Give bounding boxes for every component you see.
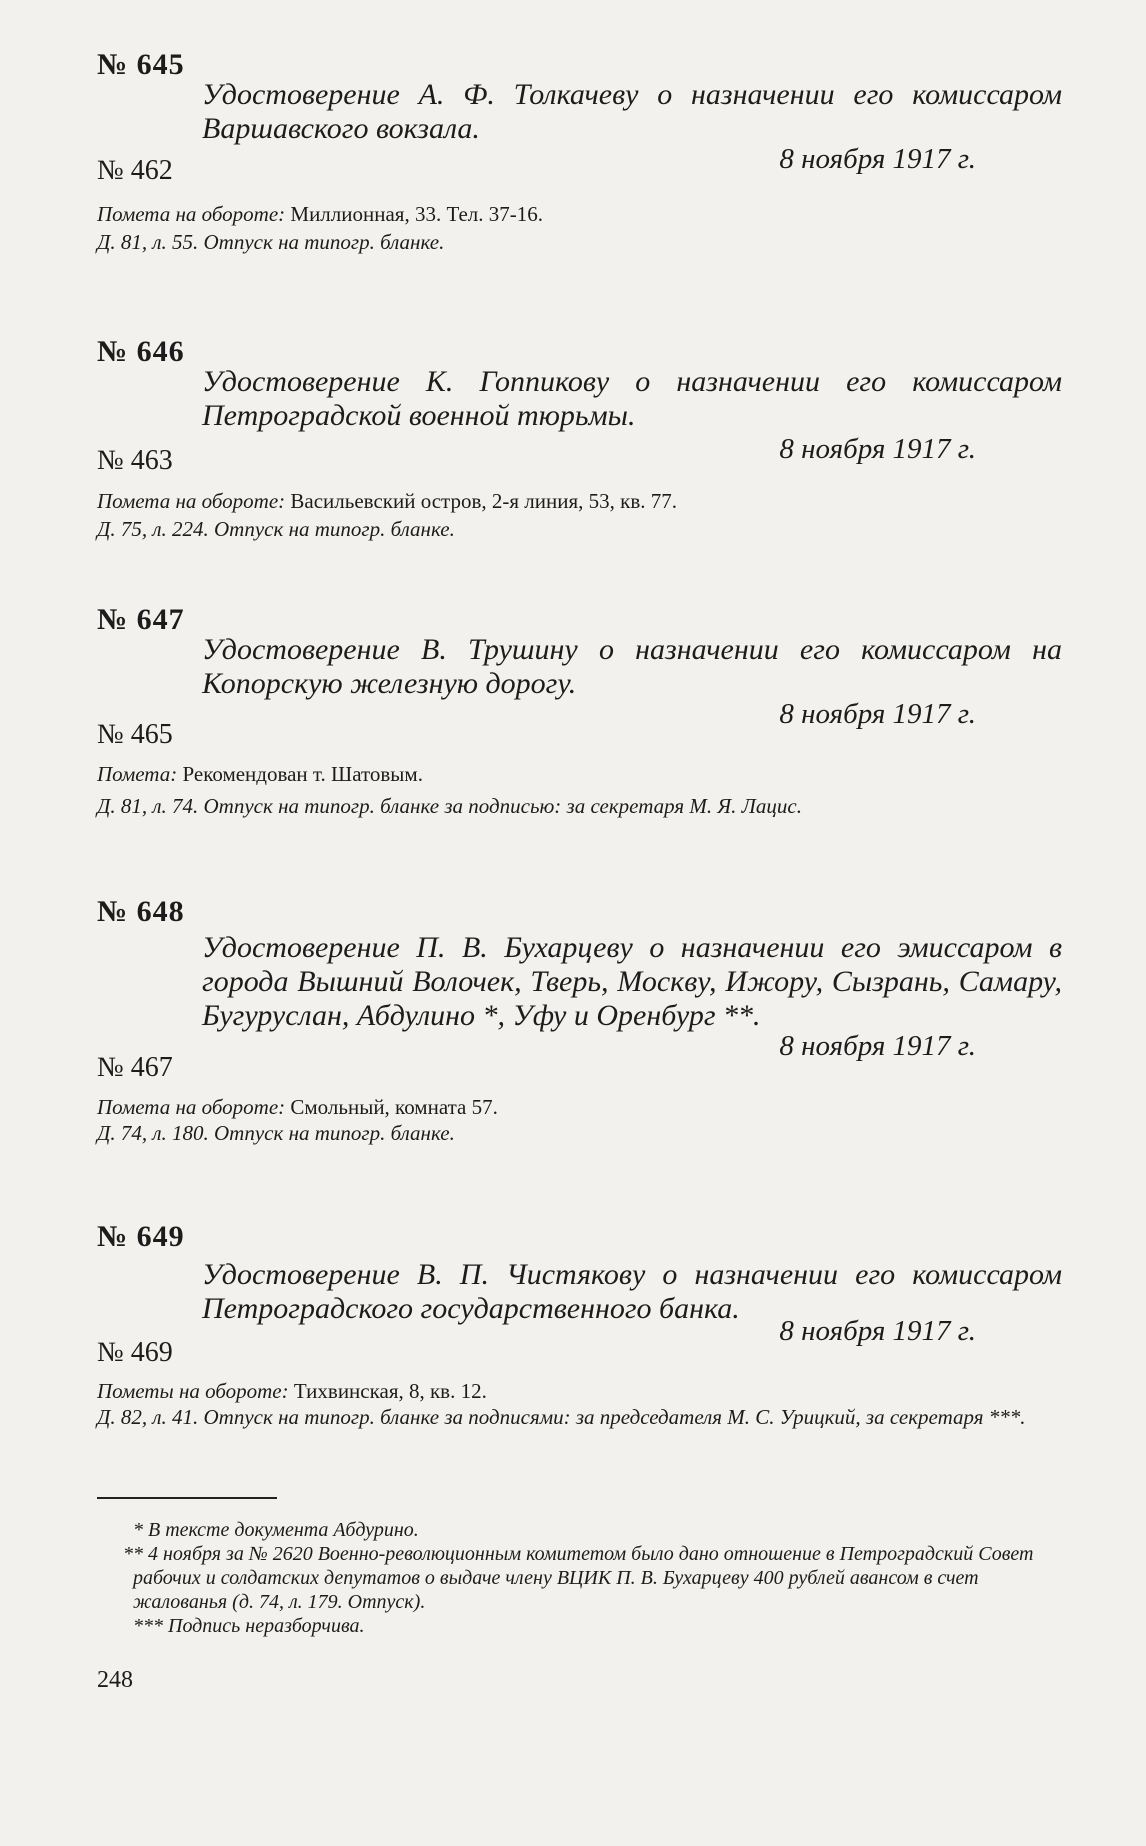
- entry-title: Удостоверение А. Ф. Толкачеву о назначении его комиссаром Варшавского вокзала.: [202, 78, 1062, 145]
- entry-note: [97, 1377, 1057, 1405]
- entry-date: 8 ноября 1917 г.: [779, 1315, 976, 1347]
- archive-source: Д. 81, л. 55. Отпуск на типогр. бланке.: [97, 230, 445, 254]
- archive-source: Д. 75, л. 224. Отпуск на типогр. бланке.: [97, 517, 455, 541]
- note-text: Миллионная, 33. Тел. 37-16.: [285, 202, 544, 226]
- note-label: Помета:: [97, 762, 178, 786]
- footnote-divider: [97, 1497, 277, 1499]
- note-text: Васильевский остров, 2-я линия, 53, кв. 77.: [285, 489, 678, 513]
- entry-number: № 649: [97, 1220, 185, 1253]
- registration-number: № 469: [97, 1337, 173, 1368]
- note-text: Смольный, комната 57.: [285, 1095, 498, 1119]
- entry-note: [97, 487, 1057, 515]
- note-text: Тихвинская, 8, кв. 12.: [288, 1379, 487, 1403]
- archive-source: Д. 82, л. 41. Отпуск на типогр. бланке за подписями: за председателя М. С. Урицкий, за секретаря ***.: [97, 1405, 1026, 1429]
- registration-number: № 467: [97, 1052, 173, 1083]
- entry-number: № 646: [97, 335, 185, 368]
- note-label: Помета на обороте:: [97, 1095, 286, 1119]
- registration-number: № 462: [97, 155, 173, 186]
- page-number: 248: [97, 1667, 133, 1693]
- footnotes: [97, 1518, 1057, 1638]
- entry-date: 8 ноября 1917 г.: [779, 143, 976, 175]
- entry-title: Удостоверение В. П. Чистякову о назначении его комиссаром Петроградского государственного банка.: [202, 1258, 1062, 1325]
- footnote: *** Подпись неразборчива.: [133, 1615, 365, 1637]
- footnote: ** 4 ноября за № 2620 Военно-революционным комитетом было дано отношение в Петроградский Совет рабочих и солдатских депутатов о выдаче члену ВЦИК П. В. Бухарцеву 400 рублей авансом в счет жалованья (д. 74, л. 179. Отпуск).: [123, 1543, 1034, 1613]
- entry-number: № 648: [97, 895, 185, 928]
- note-label: Пометы на обороте:: [97, 1379, 289, 1403]
- entry-number: № 647: [97, 603, 185, 636]
- entry-note: [97, 1093, 1057, 1121]
- entry-date: 8 ноября 1917 г.: [779, 698, 976, 730]
- registration-number: № 465: [97, 719, 173, 750]
- registration-number: № 463: [97, 445, 173, 476]
- entry-title: Удостоверение В. Трушину о назначении его комиссаром на Копорскую железную дорогу.: [202, 633, 1062, 700]
- entry-note: [97, 760, 1057, 788]
- note-text: Рекомендован т. Шатовым.: [177, 762, 423, 786]
- note-label: Помета на обороте:: [97, 202, 286, 226]
- entry-title: Удостоверение К. Гоппикову о назначении его комиссаром Петроградской военной тюрьмы.: [202, 365, 1062, 432]
- entry-date: 8 ноября 1917 г.: [779, 1030, 976, 1062]
- entry-note: [97, 200, 1057, 228]
- entry-number: № 645: [97, 48, 185, 81]
- footnote: * В тексте документа Абдурино.: [133, 1519, 419, 1541]
- archive-source: Д. 81, л. 74. Отпуск на типогр. бланке за подписью: за секретаря М. Я. Лацис.: [97, 794, 802, 818]
- entry-date: 8 ноября 1917 г.: [779, 433, 976, 465]
- note-label: Помета на обороте:: [97, 489, 286, 513]
- entry-title: Удостоверение П. В. Бухарцеву о назначении его эмиссаром в города Вышний Волочек, Тверь, Москву, Ижору, Сызрань, Самару, Бугуруслан, Абдулино *, Уфу и Оренбург **.: [202, 931, 1062, 1032]
- archive-source: Д. 74, л. 180. Отпуск на типогр. бланке.: [97, 1121, 455, 1145]
